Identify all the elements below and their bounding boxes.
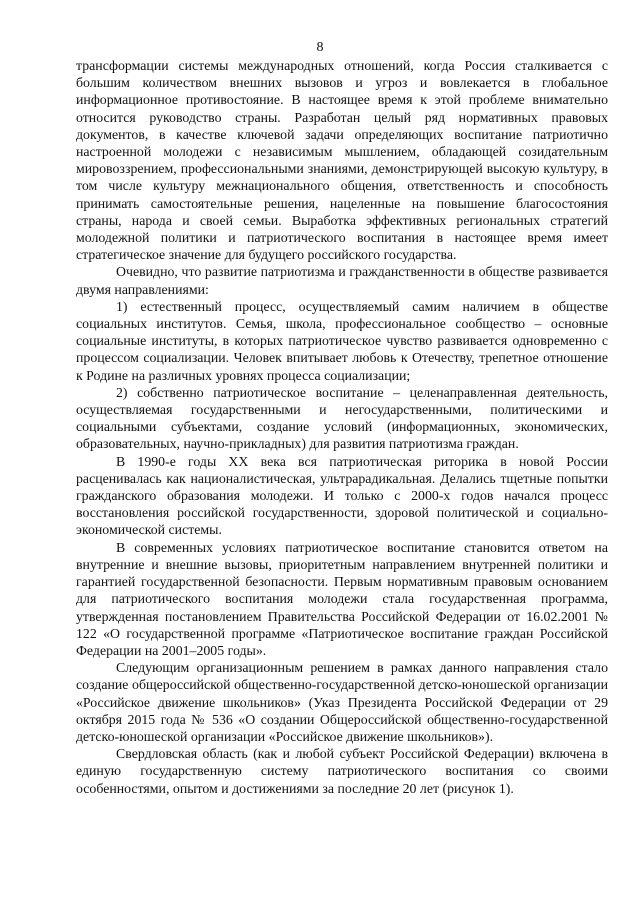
paragraph-two-directions: Очевидно, что развитие патриотизма и гражданственности в обществе развивается двумя направлениями:	[76, 264, 608, 297]
paragraph-modern-conditions: В современных условиях патриотическое воспитание становится ответом на внутренние и внешние вызовы, приоритетным направлением внутренней политики и гарантией государственной безопасности. Первым нормативным правовым основанием для патриотического воспитания молодежи стала государственная программа, утвержденная постановлением Правительства Российской Федерации от 16.02.2001 № 122 «О государственной программе «Патриотическое воспитание граждан Российской Федерации на 2001–2005 годы».	[76, 539, 608, 658]
list-item-patriotic-education: 2) собственно патриотическое воспитание – целенаправленная деятельность, осуществляемая государственными и негосударственными, политическими и социальными субъектами, создание условий (информационных, экономических, образовательных, научно-прикладных) для развития патриотизма граждан.	[76, 384, 608, 452]
paragraph-sverdlovsk: Свердловская область (как и любой субъект Российской Федерации) включена в единую государственную систему патриотического воспитания со своими особенностями, опытом и достижениями за последние 20 лет (рисунок 1).	[76, 746, 608, 796]
paragraph-1990s: В 1990-е годы XX века вся патриотическая риторика в новой России расценивалась как националистическая, ультрарадикальная. Делались тщетные попытки гражданского образования молодежи. И только с 2000-х годов начался процесс восстановления российской государственности, здоровой политической и социально-экономической системы.	[76, 453, 608, 538]
list-item-natural-process: 1) естественный процесс, осуществляемый самим наличием в обществе социальных институтов. Семья, школа, профессиональное сообщество – основные социальные институты, в которых патриотическое чувство развивается одновременно с процессом социализации. Человек впитывает любовь к Отечеству, трепетное отношение к Родине на различных уровнях процесса социализации;	[76, 298, 608, 383]
document-body	[76, 57, 608, 797]
page-number: 8	[316, 40, 324, 55]
paragraph-continuation: трансформации системы международных отношений, когда Россия сталкивается с большим количеством внешних вызовов и угроз и вовлекается в глобальное информационное противостояние. В настоящее время к этой проблеме внимательно относится руководство страны. Разработан целый ряд нормативных правовых документов, в качестве ключевой задачи определяющих воспитание патриотично настроенной молодежи с независимым мышлением, обладающей созидательным мировоззрением, профессиональными знаниями, демонстрирующей высокую культуру, в том числе культуру межнационального общения, ответственность и способность принимать самостоятельные решения, нацеленные на повышение благосостояния страны, народа и своей семьи. Выработка эффективных региональных стратегий молодежной политики и патриотического воспитания в настоящее время имеет стратегическое значение для будущего российского государства.	[76, 58, 608, 263]
paragraph-organization: Следующим организационным решением в рамках данного направления стало создание общероссийской общественно-государственной детско-юношеской организации «Российское движение школьников» (Указ Президента Российской Федерации от 29 октября 2015 года № 536 «О создании Общероссийской общественно-государственной детско-юношеской организации «Российское движение школьников»).	[76, 660, 608, 744]
